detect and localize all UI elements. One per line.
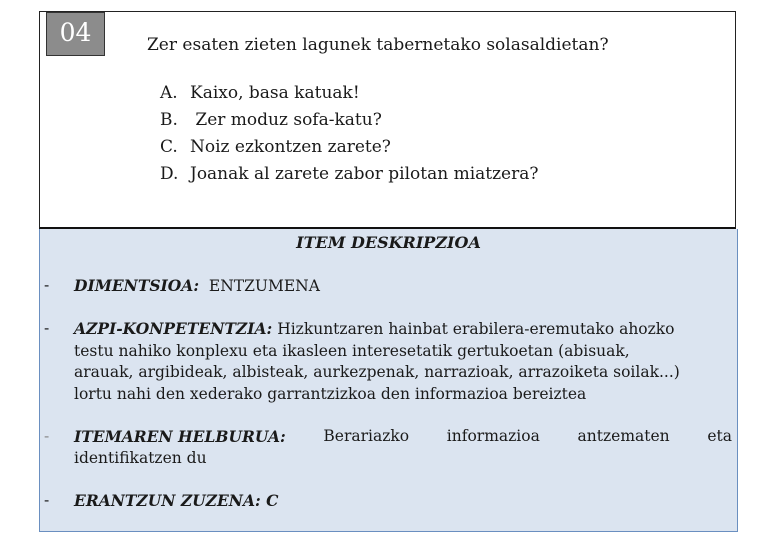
option-d[interactable] bbox=[160, 161, 539, 188]
option-text: Kaixo, basa katuak! bbox=[190, 83, 360, 103]
bullet-dash: - bbox=[44, 491, 50, 509]
goal-word: eta bbox=[707, 427, 732, 445]
goal-label: ITEMAREN HELBURUA: bbox=[74, 427, 286, 446]
goal-word: antzematen bbox=[577, 427, 670, 445]
subcompetence-label: AZPI-KONPETENTZIA: bbox=[74, 319, 273, 338]
option-letter: A. bbox=[160, 83, 178, 103]
goal-word: Berariazko bbox=[323, 427, 410, 445]
correct-answer: ERANTZUN ZUZENA: C bbox=[74, 491, 279, 510]
item-description-box bbox=[39, 229, 738, 532]
option-letter: D. bbox=[160, 164, 179, 184]
answer-options bbox=[160, 80, 539, 188]
description-title: ITEM DESKRIPZIOA bbox=[296, 233, 481, 252]
bullet-dash: - bbox=[44, 276, 50, 294]
subcompetence-text-line3: arauak, argibideak, albisteak, aurkezpenak, narrazioak, arrazoiketa soilak...) bbox=[74, 363, 680, 381]
subcompetence-text-line1: Hizkuntzaren hainbat erabilera-eremutako ahozko bbox=[277, 320, 675, 338]
dimension-value: ENTZUMENA bbox=[208, 277, 320, 295]
question-number-badge: 04 bbox=[46, 12, 105, 56]
option-letter: C. bbox=[160, 137, 178, 157]
option-text: Noiz ezkontzen zarete? bbox=[190, 137, 391, 157]
question-text: Zer esaten zieten lagunek tabernetako solasaldietan? bbox=[147, 35, 609, 55]
option-c[interactable] bbox=[160, 134, 539, 161]
option-a[interactable] bbox=[160, 80, 539, 107]
option-text: Joanak al zarete zabor pilotan miatzera? bbox=[190, 164, 539, 184]
bullet-dash: - bbox=[44, 427, 50, 445]
bullet-dash: - bbox=[44, 319, 50, 337]
dimension-label: DIMENTSIOA: bbox=[74, 276, 200, 295]
goal-text-line2: identifikatzen du bbox=[74, 448, 207, 467]
option-b[interactable] bbox=[160, 107, 539, 134]
question-box bbox=[39, 11, 736, 229]
option-text: Zer moduz sofa-katu? bbox=[190, 110, 382, 130]
option-letter: B. bbox=[160, 110, 178, 130]
subcompetence-text-line4: lortu nahi den xederako garrantzizkoa den informazioa bereiztea bbox=[74, 384, 587, 403]
goal-word: informazioa bbox=[446, 427, 540, 445]
subcompetence-text-line2: testu nahiko konplexu eta ikasleen interesetatik gertukoetan (abisuak, bbox=[74, 341, 630, 360]
